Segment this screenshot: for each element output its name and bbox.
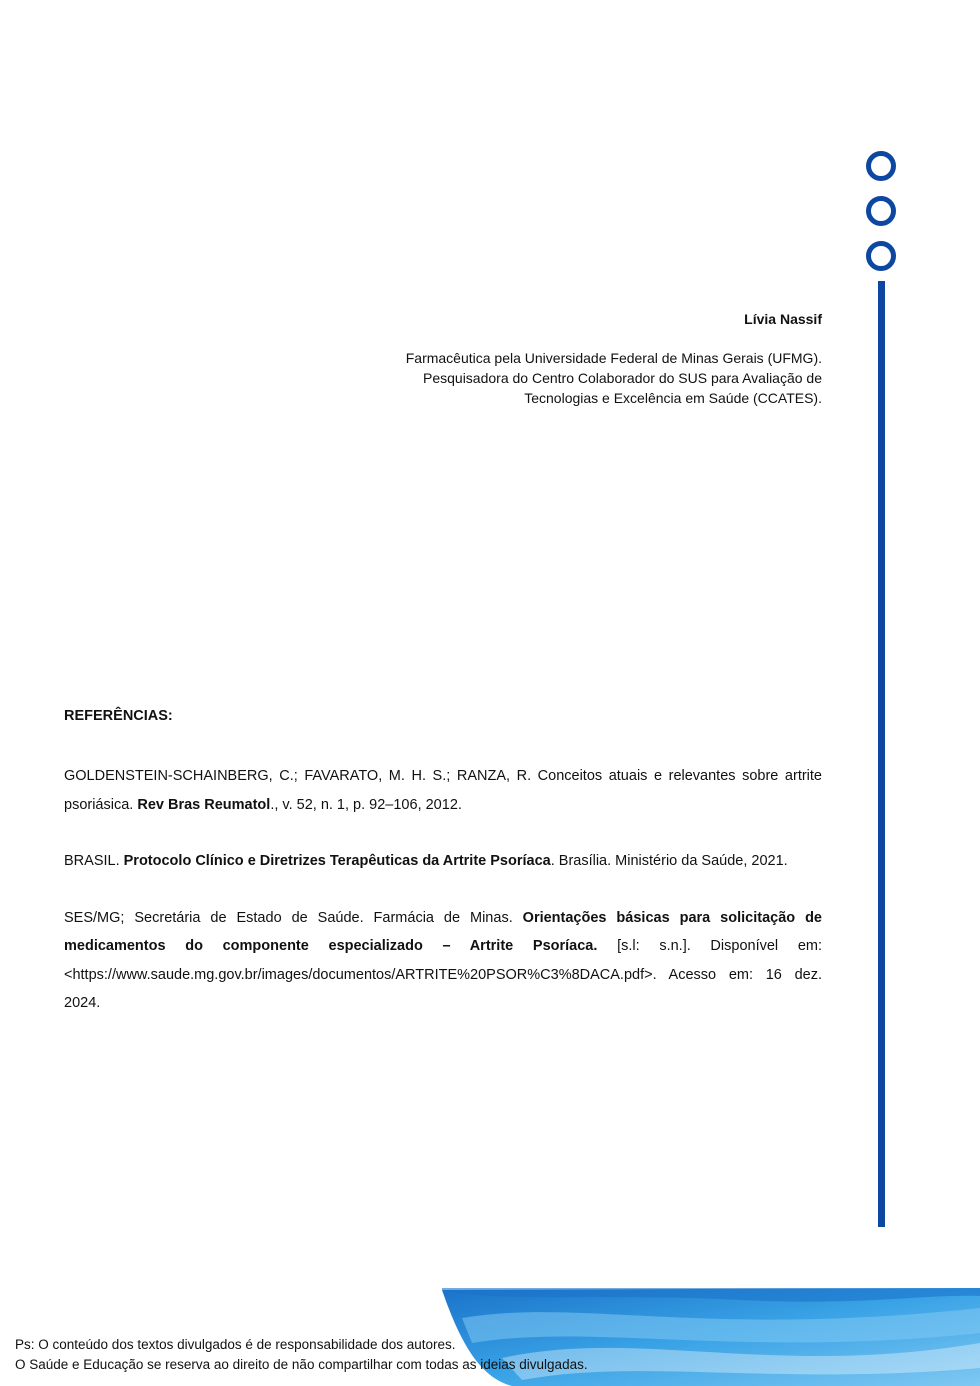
reference-text: ., v. 52, n. 1, p. 92–106, 2012. [270,796,462,813]
references-title: REFERÊNCIAS: [64,708,173,724]
author-block [362,311,822,408]
reference-bold-title: Protocolo Clínico e Diretrizes Terapêuticas da Artrite Psoríaca [123,853,551,869]
decorative-ring-3 [866,241,896,271]
reference-item [64,904,822,1018]
footer-disclaimer [15,1335,588,1375]
decorative-ring-1 [866,151,896,181]
reference-item [64,847,822,876]
reference-text: BRASIL. [64,853,124,869]
author-bio-line: Pesquisadora do Centro Colaborador do SUS para Avaliação de [423,370,822,386]
author-bio [362,348,822,408]
author-bio-line: Tecnologias e Excelência em Saúde (CCATES). [524,390,822,406]
decorative-vertical-line [878,281,885,1227]
author-bio-line: Farmacêutica pela Universidade Federal de Minas Gerais (UFMG). [405,350,822,366]
reference-text: GOLDENSTEIN-SCHAINBERG, C.; FAVARATO, M. H. S.; RANZA, R. Conceitos atuais e relevantes sobre artrite psoriásica. [64,768,822,813]
reference-text: . Brasília. Ministério da Saúde, 2021. [550,853,788,869]
footer-line: Ps: O conteúdo dos textos divulgados é de responsabilidade dos autores. [15,1337,456,1352]
footer-line: O Saúde e Educação se reserva ao direito de não compartilhar com todas as ideias divulgadas. [15,1357,588,1372]
reference-bold-title: Orientações básicas para solicitação de medicamentos do componente especializado – Artrite Psoríaca. [64,909,822,954]
references-section [64,708,822,1046]
author-name: Lívia Nassif [744,311,822,327]
reference-text: [s.l: s.n.]. Disponível em: <https://www.saude.mg.gov.br/images/documentos/ARTRITE%20PSOR%C3%8DACA.pdf>. Acesso em: 16 dez. 2024. [64,938,822,1011]
reference-item [64,762,822,819]
reference-bold-title: Rev Bras Reumatol [137,796,271,813]
reference-text: SES/MG; Secretária de Estado de Saúde. Farmácia de Minas. [64,909,523,926]
decorative-ring-2 [866,196,896,226]
